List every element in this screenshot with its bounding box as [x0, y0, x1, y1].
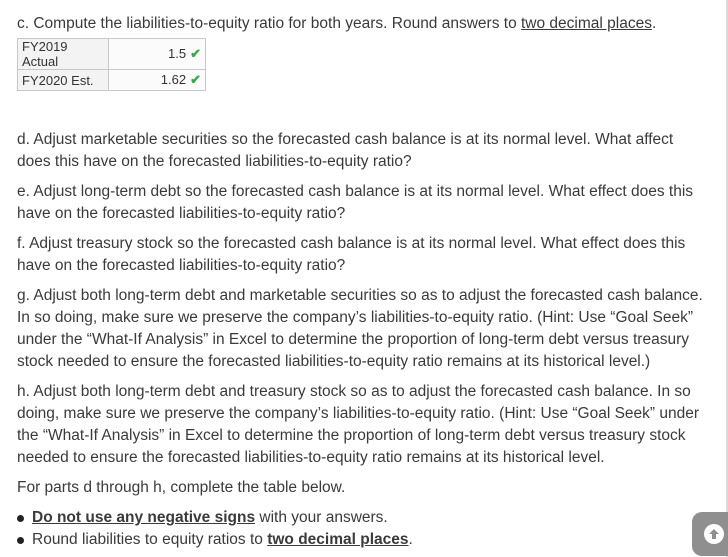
check-icon: ✔	[190, 72, 201, 87]
answer-cell[interactable]	[109, 70, 206, 91]
part-g-text: g. Adjust both long-term debt and marketable securities so as to adjust the forecasted cash balance. In so doing, make sure we preserve the company’s liabilities-to-equity ratio. (Hint: Use “Goal Seek” under the “What-If Analysis” in Excel to determine the proportion of long-term debt versus treasury stock needed to ensure the forecasted liabilities-to-equity ratio remains at its historical level.)	[17, 287, 703, 370]
bullet-emphasis: Do not use any negative signs	[32, 509, 256, 526]
check-icon: ✔	[190, 46, 201, 61]
bullet-suffix: .	[408, 531, 413, 548]
ratio-answer-table	[17, 38, 206, 91]
list-item	[17, 529, 709, 551]
bullet-icon	[17, 515, 24, 522]
list-item	[17, 507, 709, 529]
part-c-emphasis: two decimal places	[521, 15, 652, 32]
part-d-text: d. Adjust marketable securities so the forecasted cash balance is at its normal level. What affect does this have on the forecasted liabilities-to-equity ratio?	[17, 131, 674, 170]
table-row	[18, 39, 206, 70]
bullet-icon	[17, 537, 24, 544]
bullet-text: with your answers.	[255, 509, 388, 526]
answer-cell[interactable]	[109, 39, 206, 70]
part-h-text: h. Adjust both long-term debt and treasury stock so as to adjust the forecasted cash balance. In so doing, make sure we preserve the company’s liabilities-to-equity ratio. (Hint: Use “Goal Seek” under the “What-If Analysis” in Excel to determine the proportion of long-term debt versus treasury stock needed to ensure the forecasted liabilities-to-equity ratio remains at its historical level.	[17, 383, 700, 466]
arrow-up-circle-icon	[704, 524, 724, 544]
bullet-emphasis: two decimal places	[267, 531, 409, 548]
answer-value: 1.62	[160, 72, 187, 87]
row-label: FY2019 Actual	[18, 39, 109, 70]
part-c-prefix: c. Compute the liabilities-to-equity ratio for both years. Round answers to	[17, 15, 521, 32]
scroll-to-top-button[interactable]	[692, 512, 728, 556]
part-c-suffix: .	[651, 15, 657, 32]
bullet-text: Round liabilities to equity ratios to	[32, 531, 268, 548]
part-e-text: e. Adjust long-term debt so the forecasted cash balance is at its normal level. What effect does this have on the forecasted liabilities-to-equity ratio?	[17, 183, 694, 222]
question-content	[17, 13, 709, 551]
row-label: FY2020 Est.	[18, 70, 109, 91]
instructions-text: For parts d through h, complete the table below.	[17, 479, 346, 496]
part-c-text	[17, 13, 709, 35]
part-f-text: f. Adjust treasury stock so the forecasted cash balance is at its normal level. What effect does this have on the forecasted liabilities-to-equity ratio?	[17, 235, 686, 274]
instruction-bullets	[17, 507, 709, 551]
table-row	[18, 70, 206, 91]
answer-value: 1.5	[168, 46, 187, 61]
